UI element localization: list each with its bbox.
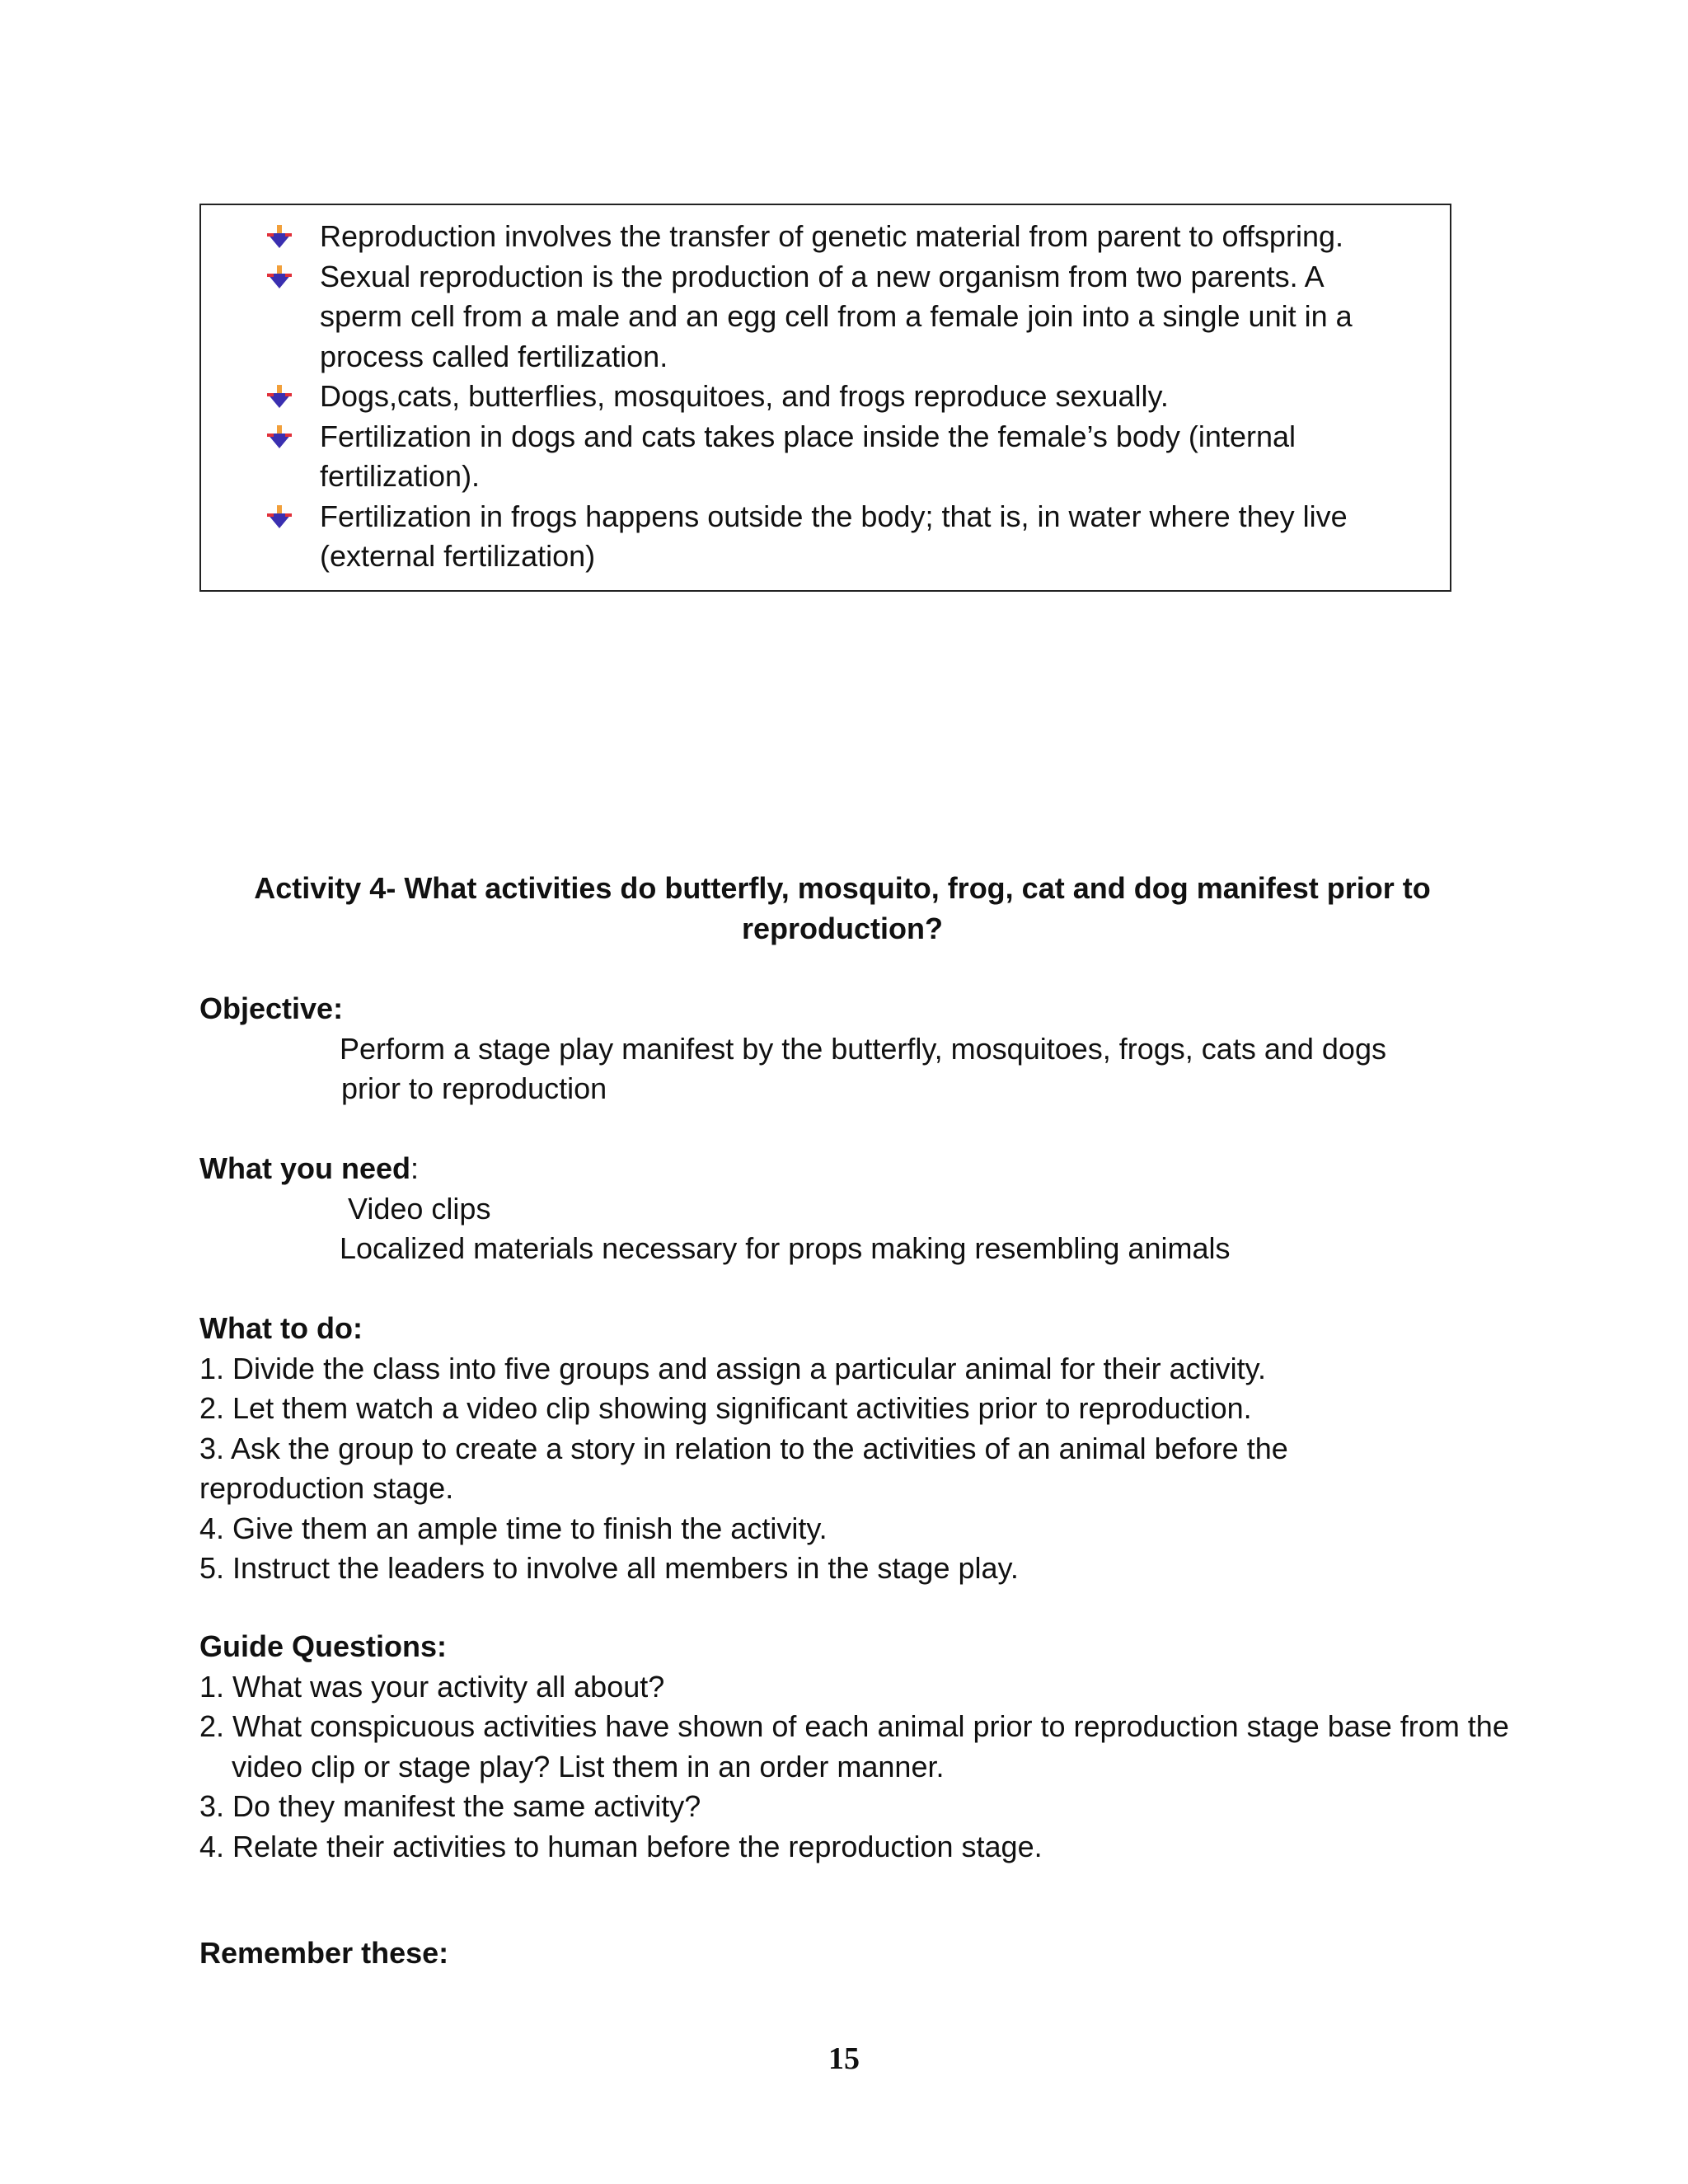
needs-section (199, 1149, 1230, 1269)
remember-label: Remember these: (199, 1936, 449, 1970)
guide-section (199, 1627, 1551, 1867)
todo-step-continuation: reproduction stage. (199, 1471, 454, 1505)
todo-label: What to do: (199, 1311, 363, 1345)
todo-steps (199, 1349, 1288, 1589)
todo-step: 1. Divide the class into five groups and assign a particular animal for their activity. (199, 1351, 1266, 1385)
guide-question: 1. What was your activity all about? (199, 1669, 665, 1704)
summary-bullet: Fertilization in dogs and cats takes place inside the female’s body (internal fertilization). (267, 417, 1404, 497)
needs-item: Video clips (348, 1191, 491, 1226)
todo-step: 4. Give them an ample time to finish the activity. (199, 1511, 828, 1545)
activity-title (199, 869, 1485, 949)
summary-bullet: Dogs,cats, butterflies, mosquitoes, and frogs reproduce sexually. (267, 377, 1404, 417)
activity-title-line2: reproduction? (742, 911, 943, 945)
needs-item: Localized materials necessary for props making resembling animals (340, 1231, 1231, 1265)
objective-section (199, 989, 1386, 1109)
todo-step: 5. Instruct the leaders to involve all members in the stage play. (199, 1551, 1019, 1585)
arrow-down-bullet-icon (267, 385, 292, 408)
todo-step: 2. Let them watch a video clip showing significant activities prior to reproduction. (199, 1391, 1252, 1425)
summary-bullet-list (267, 217, 1404, 577)
activity-title-line1: Activity 4- What activities do butterfly, mosquito, frog, cat and dog manifest prior to (254, 871, 1431, 905)
guide-question: 4. Relate their activities to human before the reproduction stage. (199, 1829, 1043, 1863)
summary-box (199, 204, 1451, 592)
objective-line1: Perform a stage play manifest by the butterfly, mosquitoes, frogs, cats and dogs (340, 1031, 1386, 1066)
summary-bullet: Sexual reproduction is the production of a new organism from two parents. A sperm cell from a male and an egg cell from a female join into a single unit in a process called fertilization. (267, 257, 1404, 377)
arrow-down-bullet-icon (267, 225, 292, 248)
arrow-down-bullet-icon (267, 265, 292, 288)
needs-colon: : (410, 1151, 420, 1185)
todo-step: 3. Ask the group to create a story in relation to the activities of an animal before the (199, 1431, 1288, 1465)
page-number: 15 (828, 2041, 860, 2076)
guide-question: 3. Do they manifest the same activity? (199, 1789, 701, 1823)
guide-label: Guide Questions: (199, 1629, 448, 1663)
summary-bullet: Fertilization in frogs happens outside the body; that is, in water where they live (external fertilization) (267, 497, 1404, 577)
arrow-down-bullet-icon (267, 425, 292, 448)
needs-heading (199, 1149, 1230, 1189)
guide-question: 2. What conspicuous activities have shown of each animal prior to reproduction stage base from the video clip or stage play? List them in an order manner. (199, 1709, 1509, 1783)
guide-questions (199, 1667, 1551, 1868)
objective-label: Objective: (199, 991, 344, 1025)
needs-label: What you need (199, 1151, 411, 1185)
objective-line2: prior to reproduction (341, 1071, 607, 1105)
summary-bullet: Reproduction involves the transfer of genetic material from parent to offspring. (267, 217, 1404, 257)
arrow-down-bullet-icon (267, 505, 292, 528)
todo-section (199, 1309, 1288, 1589)
